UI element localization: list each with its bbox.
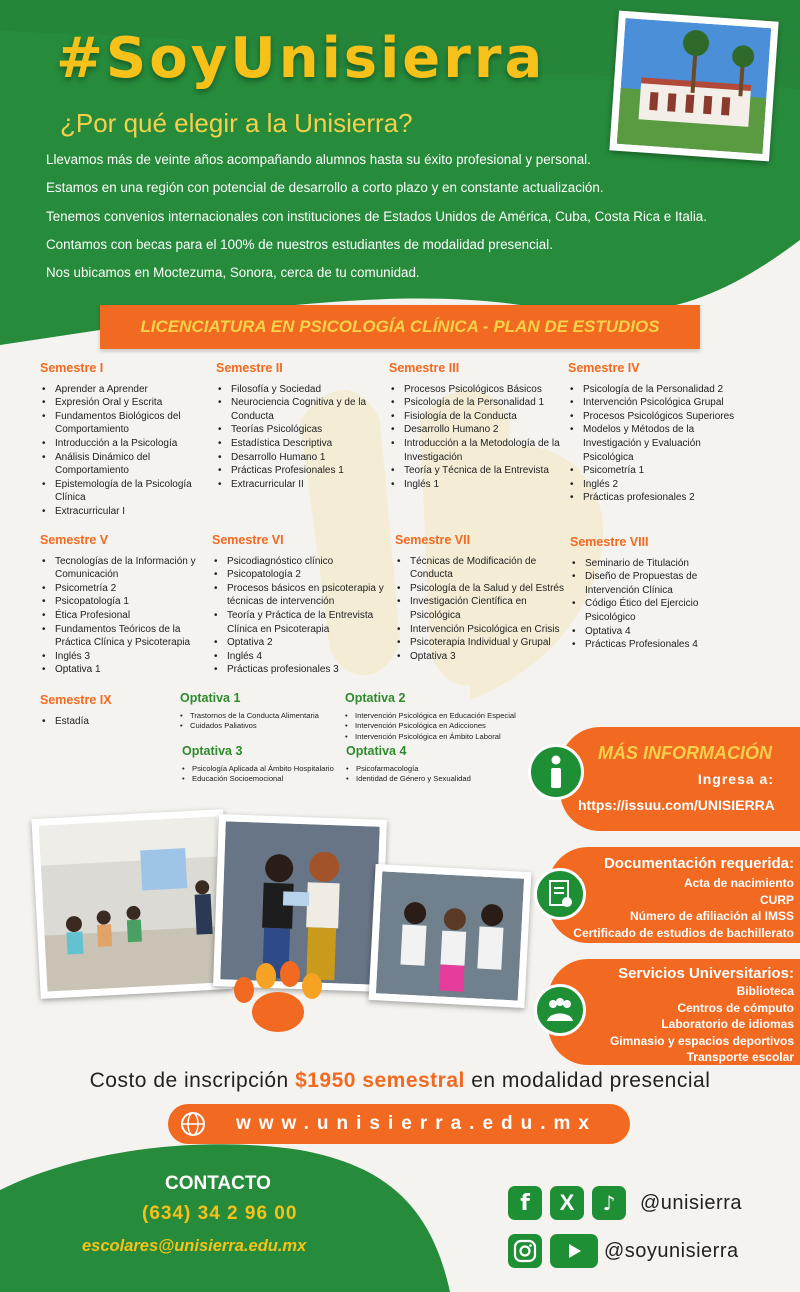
semester-5 bbox=[40, 534, 200, 677]
service-item: Laboratorio de idiomas bbox=[661, 1017, 794, 1031]
optativa-title: Optativa 1 bbox=[180, 691, 241, 705]
course-item: • Intervención Psicológica en Educación Especial bbox=[345, 711, 535, 722]
course-item: • Estadística Descriptiva bbox=[216, 437, 376, 451]
course-item: • Psicología de la Salud y del Estrés bbox=[395, 582, 567, 596]
cost-line bbox=[0, 1069, 800, 1093]
course-item: • Psicología de la Personalidad 1 bbox=[389, 396, 561, 410]
semester-1 bbox=[40, 362, 200, 519]
group-photo bbox=[369, 864, 532, 1008]
reasons-list bbox=[46, 150, 766, 291]
course-item: • Estadía bbox=[40, 715, 160, 729]
semester-title: Semestre VII bbox=[395, 533, 471, 547]
document-item: Número de afiliación al IMSS bbox=[629, 909, 794, 923]
optativa-title: Optativa 4 bbox=[346, 744, 407, 758]
cost-amount: $1950 semestral bbox=[295, 1069, 465, 1092]
services-title: Servicios Universitarios: bbox=[618, 965, 794, 982]
cost-suffix: en modalidad presencial bbox=[464, 1069, 711, 1092]
course-item: • Intervención Psicológica en Adicciones bbox=[345, 721, 535, 732]
course-item: • Psicodiagnóstico clínico bbox=[212, 555, 390, 569]
social-handle-2[interactable]: @soyunisierra bbox=[604, 1240, 739, 1262]
service-item: Transporte escolar bbox=[686, 1050, 794, 1064]
document-item: Certificado de estudios de bachillerato bbox=[573, 925, 794, 940]
optativa-title: Optativa 2 bbox=[345, 691, 406, 705]
info-prompt: Ingresa a: bbox=[697, 771, 774, 787]
semester-title: Semestre VIII bbox=[570, 535, 649, 549]
course-item: • Psicología Aplicada al Ámbito Hospitalario bbox=[182, 764, 342, 775]
semester-4 bbox=[568, 362, 740, 505]
course-item: • Neurociencia Cognitiva y de la Conducta bbox=[216, 396, 376, 423]
semester-title: Semestre IX bbox=[40, 693, 112, 707]
course-item: • Teoría y Práctica de la Entrevista Clínica en Psicoterapia bbox=[212, 609, 390, 636]
course-item: • Psicometría 2 bbox=[40, 582, 200, 596]
course-item: • Trastornos de la Conducta Alimentaria bbox=[180, 711, 350, 722]
course-item: • Procesos básicos en psicoterapia y técnicas de intervención bbox=[212, 582, 390, 609]
course-item: • Inglés 4 bbox=[212, 650, 390, 664]
course-item: • Inglés 2 bbox=[568, 478, 740, 492]
course-item: • Técnicas de Modificación de Conducta bbox=[395, 555, 567, 582]
course-item: • Extracurricular II bbox=[216, 478, 376, 492]
service-item: Biblioteca bbox=[736, 984, 794, 998]
course-item: • Aprender a Aprender bbox=[40, 383, 200, 397]
service-item: Gimnasio y espacios deportivos bbox=[609, 1033, 794, 1048]
course-item: • Epistemología de la Psicología Clínica bbox=[40, 478, 200, 505]
social-handle-1[interactable]: @unisierra bbox=[640, 1192, 743, 1214]
course-item: • Inglés 3 bbox=[40, 650, 200, 664]
semester-title: Semestre III bbox=[389, 361, 460, 375]
course-item: • Intervención Psicológica Grupal bbox=[568, 396, 740, 410]
semester-title: Semestre VI bbox=[212, 533, 284, 547]
course-item: • Cuidados Paliativos bbox=[180, 721, 350, 732]
plan-banner: LICENCIATURA EN PSICOLOGÍA CLÍNICA - PLAN DE ESTUDIOS bbox=[100, 305, 700, 349]
course-item: • Intervención Psicológica en Ámbito Laboral bbox=[345, 732, 535, 743]
info-title: MÁS INFORMACIÓN bbox=[598, 743, 772, 763]
semester-6 bbox=[212, 534, 390, 677]
course-item: • Optativa 4 bbox=[570, 625, 742, 639]
semester-title: Semestre V bbox=[40, 533, 109, 547]
document-item: Acta de nacimiento bbox=[683, 876, 794, 890]
semester-9 bbox=[40, 694, 160, 728]
documents-title: Documentación requerida: bbox=[603, 855, 794, 872]
course-item: • Fundamentos Biológicos del Comportamiento bbox=[40, 410, 200, 437]
course-item: • Procesos Psicológicos Superiores bbox=[568, 410, 740, 424]
course-item: • Optativa 2 bbox=[212, 636, 390, 650]
course-item: • Identidad de Género y Sexualidad bbox=[346, 774, 516, 785]
course-item: • Psicometría 1 bbox=[568, 464, 740, 478]
semester-title: Semestre II bbox=[216, 361, 283, 375]
classroom-photo bbox=[31, 809, 232, 999]
course-item: • Prácticas Profesionales 1 bbox=[216, 464, 376, 478]
course-item: • Teoría y Técnica de la Entrevista bbox=[389, 464, 561, 478]
course-item: • Tecnologías de la Información y Comunicación bbox=[40, 555, 200, 582]
instagram-icon[interactable] bbox=[508, 1234, 542, 1268]
hashtag-title: #SoyUnisierra bbox=[56, 26, 546, 91]
course-item: • Prácticas profesionales 2 bbox=[568, 491, 740, 505]
paw-logo-icon bbox=[226, 960, 326, 1036]
optativa-4 bbox=[346, 745, 516, 785]
x-icon[interactable]: X bbox=[550, 1186, 584, 1220]
course-item: • Fundamentos Teóricos de la Práctica Clínica y Psicoterapia bbox=[40, 623, 200, 650]
reason-item: Contamos con becas para el 100% de nuestros estudiantes de modalidad presencial. bbox=[46, 236, 553, 252]
tiktok-icon[interactable]: ♪ bbox=[592, 1186, 626, 1220]
service-item: Centros de cómputo bbox=[677, 1000, 794, 1015]
course-item: • Introducción a la Psicología bbox=[40, 437, 200, 451]
course-item: • Psicofarmacología bbox=[346, 764, 516, 775]
globe-icon bbox=[180, 1111, 206, 1137]
reason-item: Tenemos convenios internacionales con instituciones de Estados Unidos de América, Cuba, Costa Rica e Italia. bbox=[46, 208, 707, 224]
course-item: • Introducción a la Metodología de la Investigación bbox=[389, 437, 561, 464]
course-item: • Extracurricular I bbox=[40, 505, 200, 519]
optativa-2 bbox=[345, 692, 535, 742]
course-item: • Prácticas Profesionales 4 bbox=[570, 638, 742, 652]
semester-title: Semestre I bbox=[40, 361, 104, 375]
cost-prefix: Costo de inscripción bbox=[89, 1069, 296, 1092]
course-item: • Investigación Científica en Psicológica bbox=[395, 595, 567, 622]
facebook-icon[interactable]: f bbox=[508, 1186, 542, 1220]
campus-photo bbox=[609, 11, 778, 162]
course-item: • Intervención Psicológica en Crisis bbox=[395, 623, 567, 637]
semester-8 bbox=[570, 536, 742, 652]
course-item: • Modelos y Métodos de la Investigación y Evaluación Psicológica bbox=[568, 423, 740, 464]
why-question: ¿Por qué elegir a la Unisierra? bbox=[60, 108, 413, 138]
community-icon bbox=[534, 984, 586, 1036]
course-item: • Desarrollo Humano 2 bbox=[389, 423, 561, 437]
optativa-1 bbox=[180, 692, 350, 732]
optativa-title: Optativa 3 bbox=[182, 744, 243, 758]
course-item: • Optativa 3 bbox=[395, 650, 567, 664]
contact-phone[interactable]: (634) 34 2 96 00 bbox=[142, 1203, 298, 1224]
info-link[interactable]: https://issuu.com/UNISIERRA bbox=[578, 797, 775, 813]
course-item: • Prácticas profesionales 3 bbox=[212, 663, 390, 677]
reason-item: Estamos en una región con potencial de desarrollo a corto plazo y en constante actualización. bbox=[46, 180, 604, 196]
semester-7 bbox=[395, 534, 567, 663]
optativa-3 bbox=[182, 745, 342, 785]
course-item: • Teorías Psicológicas bbox=[216, 423, 376, 437]
course-item: • Filosofía y Sociedad bbox=[216, 383, 376, 397]
reason-item: Nos ubicamos en Moctezuma, Sonora, cerca de tu comunidad. bbox=[46, 265, 420, 281]
document-icon bbox=[534, 868, 586, 920]
course-item: • Psicología de la Personalidad 2 bbox=[568, 383, 740, 397]
website-pill[interactable] bbox=[168, 1104, 630, 1144]
course-item: • Expresión Oral y Escrita bbox=[40, 396, 200, 410]
course-item: • Análisis Dinámico del Comportamiento bbox=[40, 451, 200, 478]
semester-2 bbox=[216, 362, 376, 491]
course-item: • Desarrollo Humano 1 bbox=[216, 451, 376, 465]
youtube-icon[interactable] bbox=[550, 1234, 598, 1268]
course-item: • Diseño de Propuestas de Intervención Clínica bbox=[570, 570, 742, 597]
course-item: • Psicoterapia Individual y Grupal bbox=[395, 636, 567, 650]
course-item: • Optativa 1 bbox=[40, 663, 200, 677]
info-panel bbox=[560, 727, 800, 831]
info-icon bbox=[528, 744, 584, 800]
course-item: • Fisiología de la Conducta bbox=[389, 410, 561, 424]
website-link[interactable]: www.unisierra.edu.mx bbox=[236, 1113, 597, 1134]
course-item: • Ética Profesional bbox=[40, 609, 200, 623]
document-item: CURP bbox=[759, 892, 794, 907]
contact-title: CONTACTO bbox=[165, 1173, 271, 1194]
contact-email[interactable]: escolares@unisierra.edu.mx bbox=[82, 1237, 307, 1255]
course-item: • Inglés 1 bbox=[389, 478, 561, 492]
reason-item: Llevamos más de veinte años acompañando alumnos hasta su éxito profesional y personal. bbox=[46, 152, 591, 167]
semester-3 bbox=[389, 362, 561, 491]
course-item: • Seminario de Titulación bbox=[570, 557, 742, 571]
course-item: • Educación Socioemocional bbox=[182, 774, 342, 785]
course-item: • Psicopatología 2 bbox=[212, 568, 390, 582]
course-item: • Psicopatología 1 bbox=[40, 595, 200, 609]
course-item: • Procesos Psicológicos Básicos bbox=[389, 383, 561, 397]
semester-title: Semestre IV bbox=[568, 361, 640, 375]
course-item: • Código Ético del Ejercicio Psicológico bbox=[570, 597, 742, 624]
